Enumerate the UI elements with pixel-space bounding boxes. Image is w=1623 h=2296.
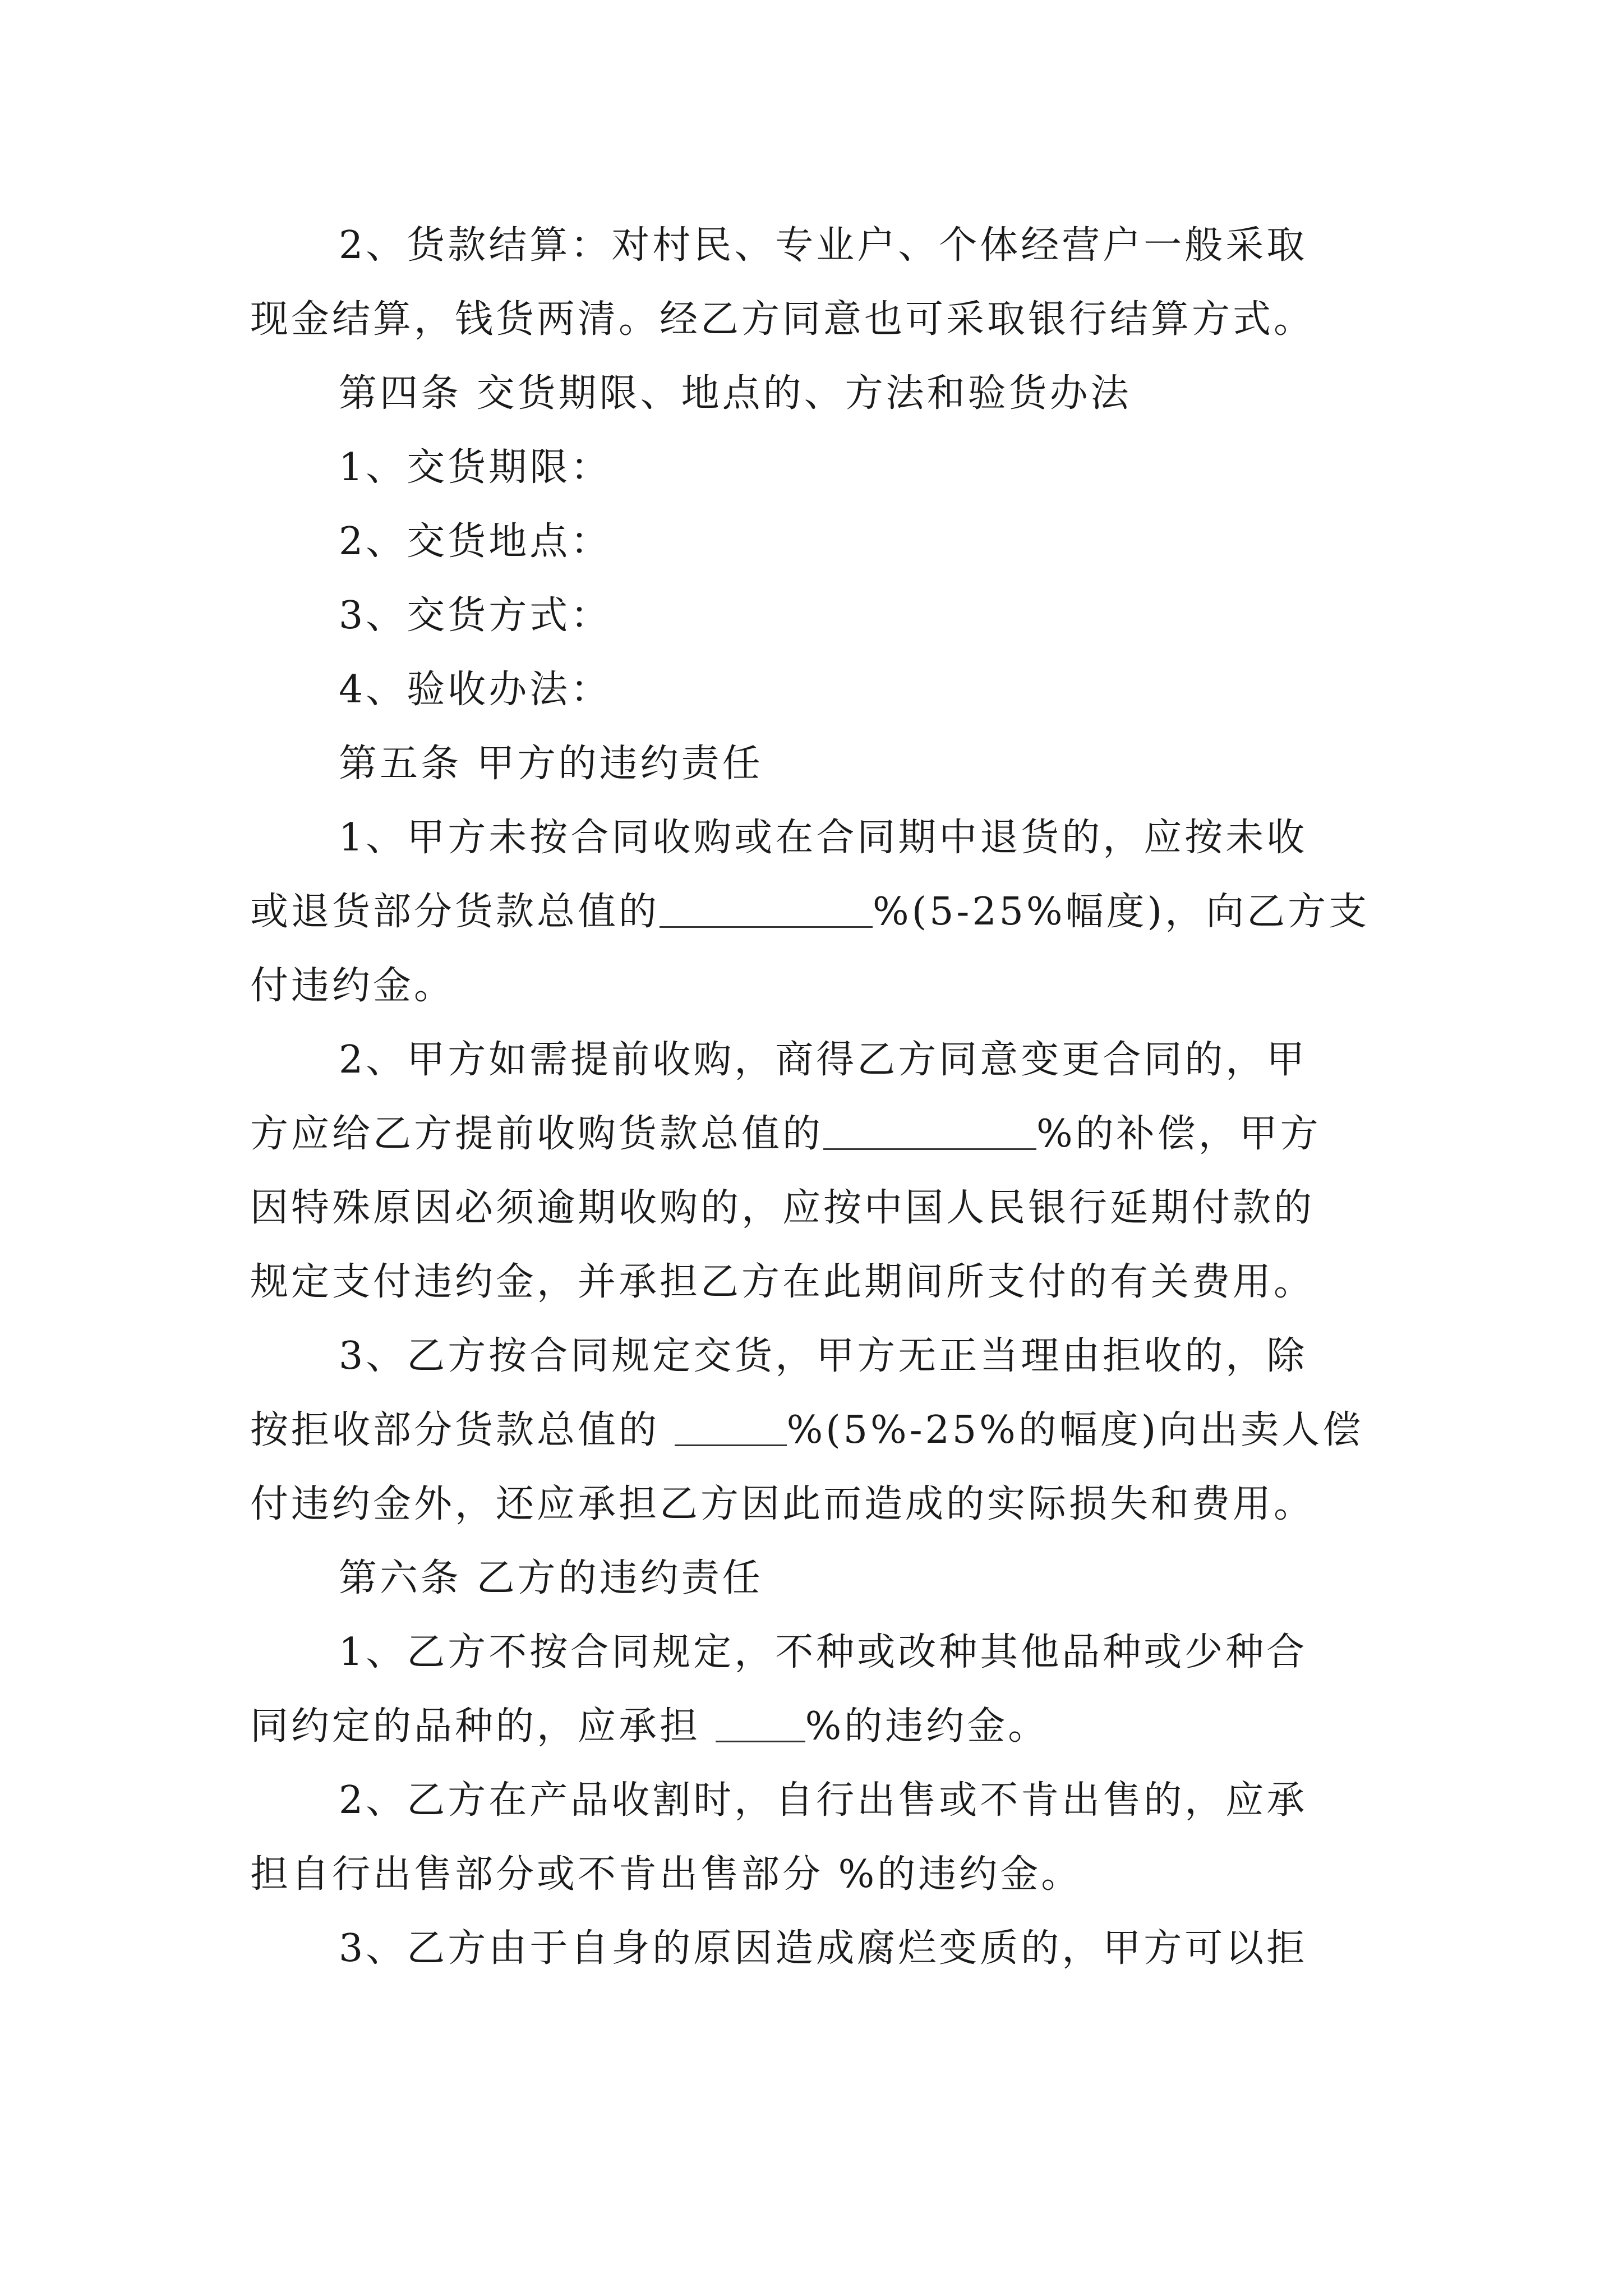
fill-in-blank bbox=[716, 1708, 805, 1742]
paragraph-line: 1、交货期限： bbox=[339, 445, 612, 490]
text-segment: 同约定的品种的，应承担 bbox=[250, 1704, 716, 1749]
paragraph-line: 因特殊原因必须逾期收购的，应按中国人民银行延期付款的 bbox=[250, 1186, 1315, 1230]
paragraph-line: 现金结算，钱货两清。经乙方同意也可采取银行结算方式。 bbox=[250, 297, 1315, 342]
paragraph-line: 2、货款结算：对村民、专业户、个体经营户一般采取 bbox=[339, 223, 1308, 268]
paragraph-line: 1、乙方不按合同规定，不种或改种其他品种或少种合 bbox=[339, 1630, 1308, 1674]
paragraph-line: 规定支付违约金，并承担乙方在此期间所支付的有关费用。 bbox=[250, 1260, 1315, 1304]
fill-in-blank bbox=[675, 1412, 787, 1446]
paragraph-line: 4、验收办法： bbox=[339, 668, 612, 712]
text-segment: 按拒收部分货款总值的 bbox=[250, 1408, 675, 1452]
paragraph-line: 1、甲方未按合同收购或在合同期中退货的，应按未收 bbox=[339, 816, 1308, 860]
paragraph-line bbox=[250, 1393, 1394, 1467]
paragraph-line: 2、乙方在产品收割时，自行出售或不肯出售的，应承 bbox=[339, 1778, 1308, 1823]
paragraph-line: 3、交货方式： bbox=[339, 593, 612, 638]
document-body bbox=[250, 209, 1394, 1986]
text-segment: 或退货部分货款总值的 bbox=[250, 890, 660, 934]
paragraph-line bbox=[250, 875, 1394, 949]
fill-in-blank bbox=[823, 1116, 1036, 1150]
paragraph-line: 担自行出售部分或不肯出售部分 %的违约金。 bbox=[250, 1852, 1082, 1897]
section-heading: 第五条 甲方的违约责任 bbox=[339, 742, 763, 786]
paragraph-line: 3、乙方按合同规定交货，甲方无正当理由拒收的，除 bbox=[339, 1334, 1308, 1378]
section-heading: 第六条 乙方的违约责任 bbox=[339, 1556, 763, 1600]
paragraph-line: 2、甲方如需提前收购，商得乙方同意变更合同的，甲 bbox=[339, 1038, 1308, 1082]
paragraph-line bbox=[250, 1690, 1394, 1764]
paragraph-line: 2、交货地点： bbox=[339, 519, 612, 564]
fill-in-blank bbox=[660, 894, 873, 928]
text-segment: %的补偿，甲方 bbox=[1036, 1112, 1321, 1156]
text-segment: %的违约金。 bbox=[805, 1704, 1049, 1749]
text-segment: %(5%-25%的幅度)向出卖人偿 bbox=[786, 1408, 1364, 1452]
paragraph-line: 付违约金外，还应承担乙方因此而造成的实际损失和费用。 bbox=[250, 1482, 1315, 1526]
text-segment: %(5-25%幅度)，向乙方支 bbox=[873, 890, 1370, 934]
paragraph-line bbox=[250, 1097, 1394, 1171]
paragraph-line: 3、乙方由于自身的原因造成腐烂变质的，甲方可以拒 bbox=[339, 1926, 1308, 1971]
text-segment: 方应给乙方提前收购货款总值的 bbox=[250, 1112, 824, 1156]
paragraph-line: 付违约金。 bbox=[250, 964, 455, 1008]
section-heading: 第四条 交货期限、地点的、方法和验货办法 bbox=[339, 371, 1132, 416]
